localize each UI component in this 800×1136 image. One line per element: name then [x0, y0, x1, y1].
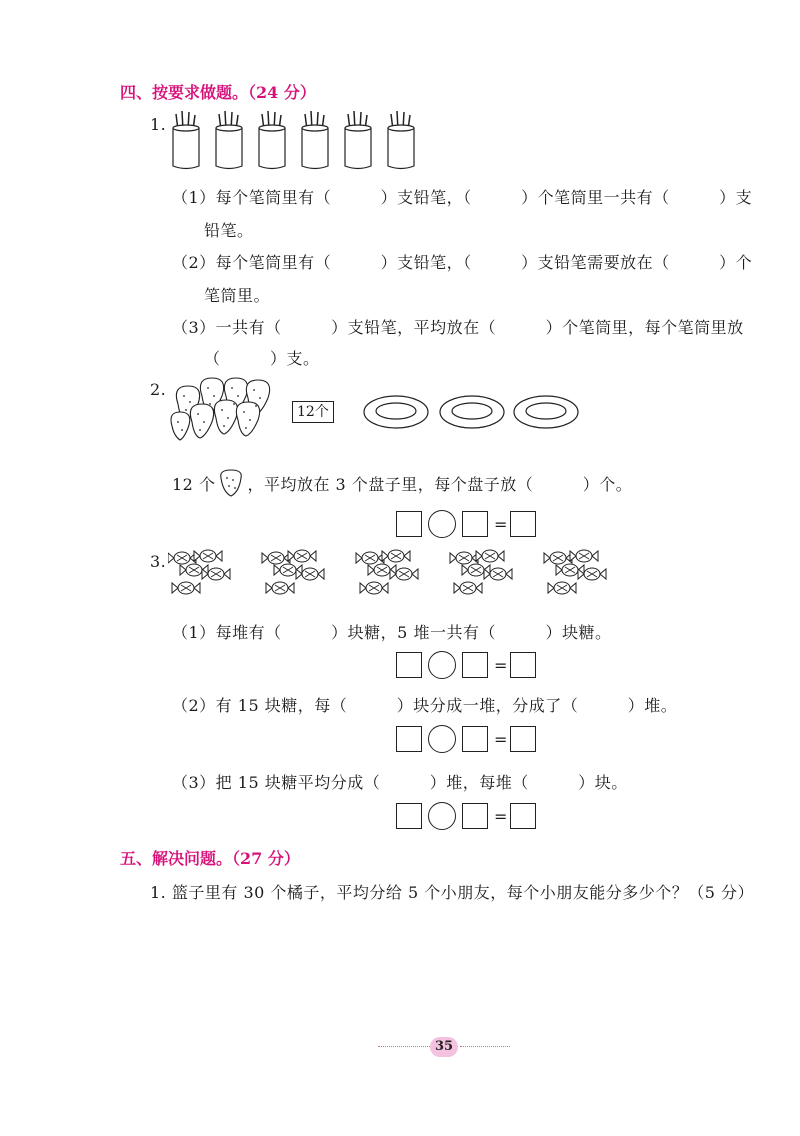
q1-sub2-line2: 笔筒里。 — [204, 286, 271, 305]
equals-sign: = — [494, 806, 508, 826]
equation-row-q3-1 — [396, 651, 536, 679]
section-5-question-1: 1. 篮子里有 30 个橘子，平均分给 5 个小朋友，每个小朋友能分多少个？（5 分） — [150, 883, 755, 902]
q2-sentence-start: 12 个 — [172, 474, 216, 494]
q3-sub2: （2）有 15 块糖，每（ ）块分成一堆，分成了（ ）堆。 — [172, 696, 678, 715]
answer-box[interactable] — [462, 726, 488, 752]
equation-row-q2 — [396, 510, 536, 538]
equals-sign: = — [494, 729, 508, 749]
answer-box[interactable] — [510, 803, 536, 829]
answer-box[interactable] — [510, 726, 536, 752]
section-4-title: 四、按要求做题。（24 分） — [120, 83, 316, 102]
q2-sentence-end: ，平均放在 3 个盘子里，每个盘子放（ ）个。 — [247, 474, 633, 494]
question-3-number: 3. — [150, 552, 167, 571]
quantity-tag: 12个 — [292, 401, 334, 423]
footer-divider-left — [378, 1046, 430, 1047]
answer-box[interactable] — [396, 652, 422, 678]
page-number: 35 — [430, 1037, 458, 1057]
candy-icon — [168, 550, 606, 594]
q1-sub1-line1: （1）每个笔筒里有（ ）支铅笔，（ ）个笔筒里一共有（ ）支 — [172, 188, 753, 207]
operator-circle[interactable] — [428, 725, 456, 753]
q1-sub3-line2: （ ）支。 — [204, 349, 320, 368]
strawberry-pile-illustration — [168, 374, 278, 446]
answer-box[interactable] — [396, 511, 422, 537]
q1-sub1-line2: 铅笔。 — [204, 221, 254, 240]
answer-box[interactable] — [462, 511, 488, 537]
candy-piles-illustration — [168, 546, 618, 606]
q2-sentence — [172, 468, 632, 498]
question-2-number: 2. — [150, 380, 167, 399]
q3-sub3: （3）把 15 块糖平均分成（ ）堆，每堆（ ）块。 — [172, 773, 628, 792]
answer-box[interactable] — [462, 803, 488, 829]
section-5-title: 五、解决问题。（27 分） — [120, 849, 300, 868]
pencil-cup-icon — [170, 108, 420, 172]
question-1-number: 1. — [150, 115, 167, 134]
operator-circle[interactable] — [428, 510, 456, 538]
answer-box[interactable] — [396, 803, 422, 829]
operator-circle[interactable] — [428, 802, 456, 830]
strawberry-icon — [168, 374, 278, 446]
plate-icon — [362, 392, 582, 432]
equals-sign: = — [494, 514, 508, 534]
q3-sub1: （1）每堆有（ ）块糖，5 堆一共有（ ）块糖。 — [172, 623, 612, 642]
equation-row-q3-2 — [396, 725, 536, 753]
answer-box[interactable] — [396, 726, 422, 752]
q1-sub3-line1: （3）一共有（ ）支铅笔，平均放在（ ）个笔筒里，每个笔筒里放 — [172, 318, 744, 337]
answer-box[interactable] — [510, 652, 536, 678]
operator-circle[interactable] — [428, 651, 456, 679]
plates-illustration — [362, 392, 582, 432]
equals-sign: = — [494, 655, 508, 675]
answer-box[interactable] — [510, 511, 536, 537]
strawberry-icon — [217, 468, 245, 498]
q1-sub2-line1: （2）每个笔筒里有（ ）支铅笔，（ ）支铅笔需要放在（ ）个 — [172, 253, 753, 272]
pencil-cups-illustration — [170, 108, 420, 172]
answer-box[interactable] — [462, 652, 488, 678]
footer-divider-right — [460, 1046, 510, 1047]
equation-row-q3-3 — [396, 802, 536, 830]
